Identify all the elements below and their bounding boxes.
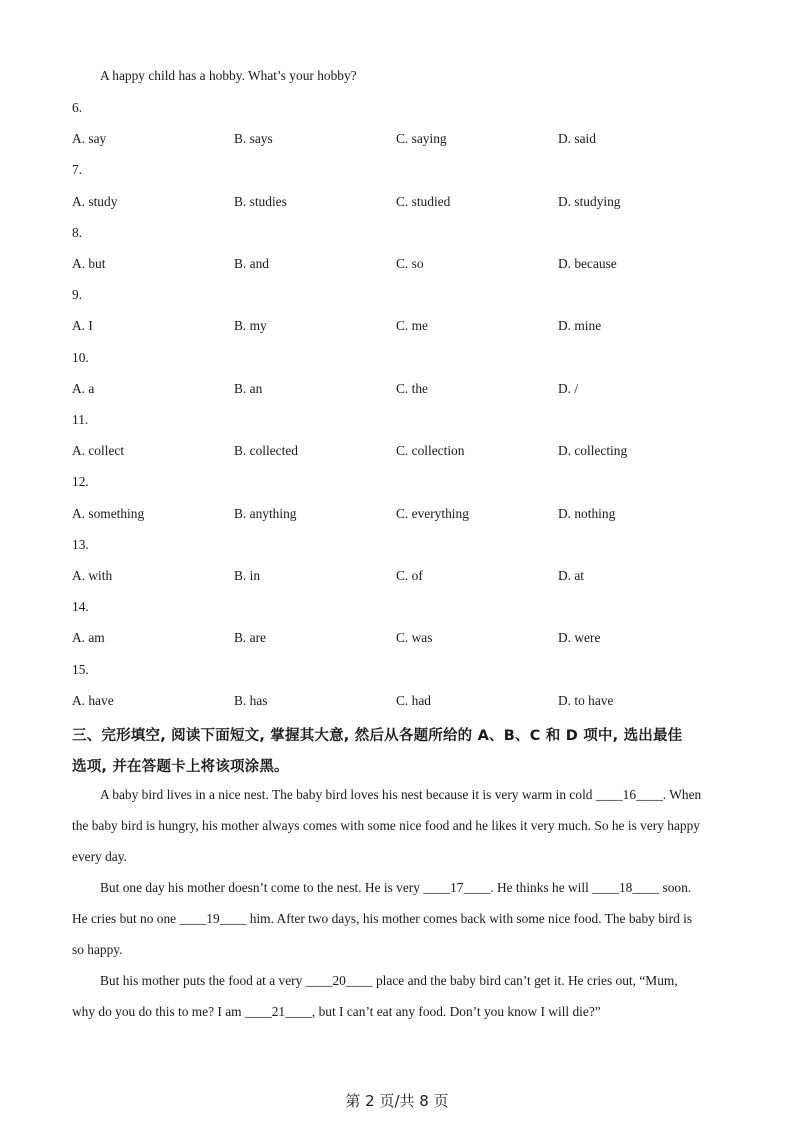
- blank-16: ____16____: [595, 787, 663, 802]
- question-number: 14.: [72, 599, 89, 615]
- option-d: D. nothing: [558, 505, 616, 521]
- option-d: D. because: [558, 256, 617, 271]
- option-b: B. anything: [234, 505, 297, 521]
- question-number: 8.: [72, 224, 83, 240]
- option-d: D. were: [558, 630, 601, 646]
- passage-text: why do you do this to me? I am: [72, 1004, 245, 1019]
- passage-text: . He thinks he will: [490, 880, 593, 895]
- option-c: C. of: [396, 568, 423, 583]
- option-c: C. me: [396, 318, 428, 334]
- passage-line-6: so happy.: [72, 942, 123, 957]
- option-b: B. in: [234, 568, 261, 583]
- option-c: C. collection: [396, 443, 465, 459]
- passage-line-2: the baby bird is hungry, his mother always comes with some nice food and he likes it very much. So he is very happy: [72, 818, 700, 833]
- passage-text: , but I can’t eat any food. Don’t you know I will die?”: [311, 1004, 601, 1019]
- option-c: C. had: [396, 692, 431, 708]
- option-b: B. are: [234, 630, 266, 646]
- option-c: C. the: [396, 380, 428, 396]
- option-a: A. study: [72, 193, 118, 209]
- option-b: B. collected: [234, 443, 298, 459]
- option-d: D. said: [558, 131, 596, 147]
- blank-20: ____20____: [305, 973, 373, 988]
- option-c: C. was: [396, 630, 433, 646]
- option-c: C. everything: [396, 505, 469, 521]
- passage-text: . When: [662, 787, 702, 802]
- option-d: D. to have: [558, 692, 614, 708]
- option-c: C. saying: [396, 131, 447, 147]
- passage-line-5: [72, 911, 722, 927]
- option-d: D. collecting: [558, 443, 628, 459]
- option-a: A. I: [72, 318, 93, 334]
- passage-line-1: [100, 787, 750, 803]
- option-c: C. studied: [396, 193, 451, 209]
- option-d: D. studying: [558, 193, 621, 209]
- question-number: 9.: [72, 287, 83, 303]
- question-number: 6.: [72, 100, 83, 115]
- option-d: D. mine: [558, 318, 602, 334]
- passage-text: soon.: [659, 880, 692, 895]
- blank-17: ____17____: [423, 880, 491, 895]
- option-a: A. am: [72, 630, 105, 646]
- option-b: B. my: [234, 318, 267, 334]
- option-b: B. and: [234, 256, 269, 271]
- option-a: A. but: [72, 256, 106, 271]
- option-a: A. say: [72, 131, 107, 147]
- passage-text: But his mother puts the food at a very: [100, 973, 306, 988]
- passage-line-4: [100, 880, 750, 896]
- option-b: B. studies: [234, 193, 287, 209]
- blank-18: ____18____: [592, 880, 660, 895]
- option-c: C. so: [396, 256, 424, 271]
- option-b: B. says: [234, 131, 273, 147]
- question-number: 7.: [72, 162, 83, 178]
- passage-text: place and the baby bird can’t get it. He cries out, “Mum,: [372, 973, 678, 988]
- option-d: D. /: [558, 380, 579, 396]
- passage-line-7: [100, 973, 750, 989]
- option-a: A. have: [72, 692, 114, 708]
- section-heading-line2: 选项, 并在答题卡上将该项涂黑。: [72, 759, 289, 775]
- question-number: 12.: [72, 474, 89, 490]
- passage-text: But one day his mother doesn’t come to the nest. He is very: [100, 880, 424, 895]
- option-d: D. at: [558, 568, 585, 583]
- option-a: A. collect: [72, 443, 125, 459]
- intro-line: A happy child has a hobby. What’s your hobby?: [100, 68, 357, 83]
- passage-text: He cries but no one: [72, 911, 180, 926]
- passage-line-8: [72, 1004, 722, 1020]
- option-a: A. a: [72, 380, 95, 396]
- blank-19: ____19____: [179, 911, 247, 926]
- page-footer: 第 2 页/共 8 页: [345, 1092, 449, 1110]
- question-number: 15.: [72, 661, 89, 677]
- option-a: A. something: [72, 505, 145, 521]
- option-a: A. with: [72, 568, 113, 583]
- passage-text: A baby bird lives in a nice nest. The baby bird loves his nest because it is very warm in cold: [100, 787, 596, 802]
- question-number: 13.: [72, 536, 89, 552]
- passage-line-3: every day.: [72, 849, 127, 864]
- question-number: 10.: [72, 349, 89, 365]
- option-b: B. an: [234, 380, 263, 396]
- question-number: 11.: [72, 412, 89, 427]
- passage-text: him. After two days, his mother comes back with some nice food. The baby bird is: [246, 911, 693, 926]
- section-heading-line1: 三、完形填空, 阅读下面短文, 掌握其大意, 然后从各题所给的 A、B、C 和 D 项中, 选出最佳: [72, 728, 683, 744]
- option-b: B. has: [234, 692, 268, 708]
- blank-21: ____21____: [244, 1004, 312, 1019]
